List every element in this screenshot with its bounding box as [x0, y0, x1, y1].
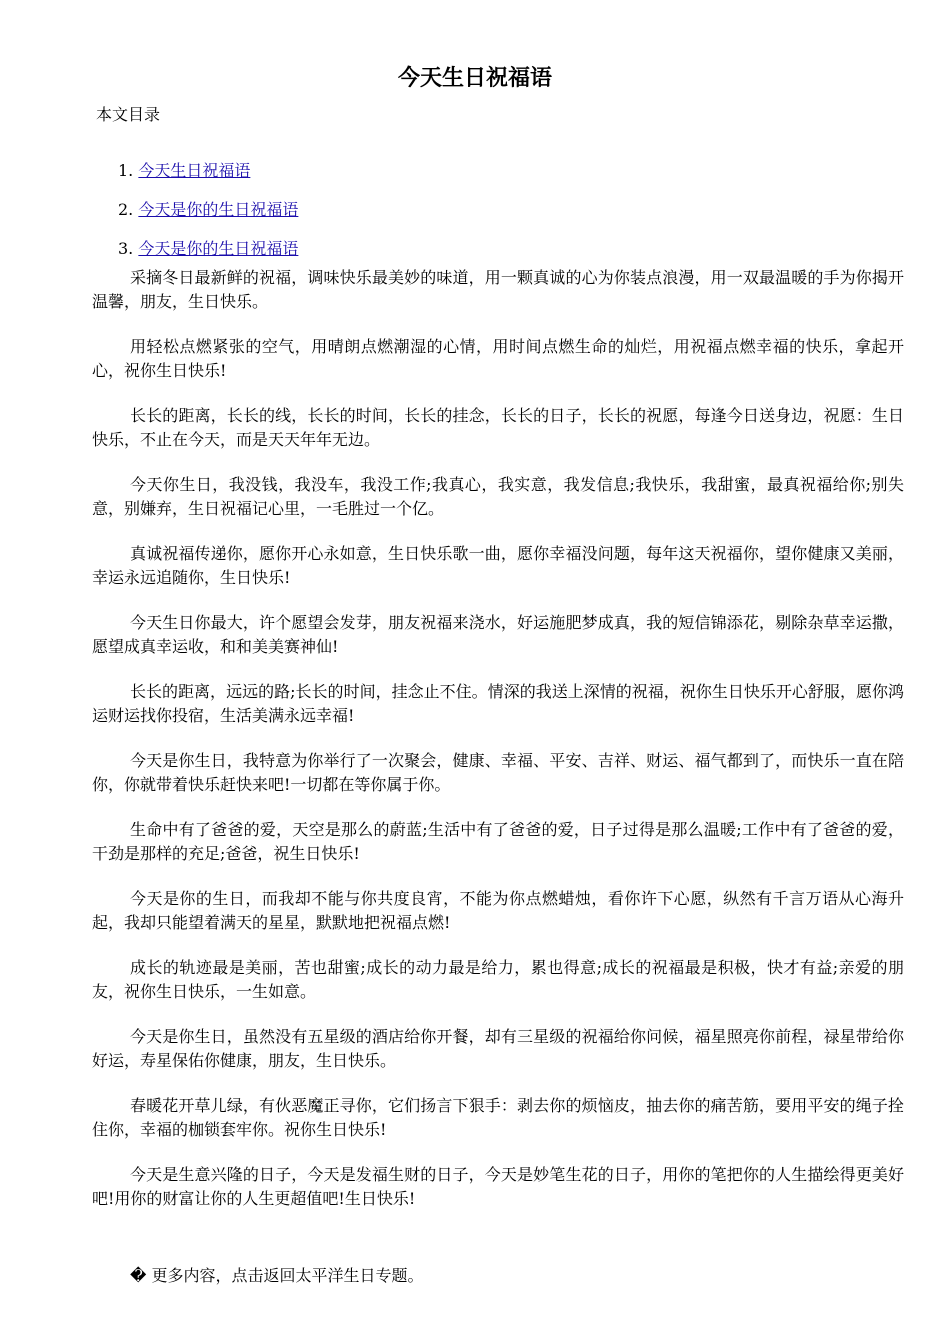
paragraph: 真诚祝福传递你，愿你开心永如意，生日快乐歌一曲，愿你幸福没问题，每年这天祝福你，望你健康又美丽，幸运永远追随你，生日快乐!	[92, 544, 904, 587]
toc-link-2[interactable]: 今天是你的生日祝福语	[138, 200, 299, 219]
paragraph: 成长的轨迹最是美丽，苦也甜蜜;成长的动力最是给力，累也得意;成长的祝福最是积极，快才有益;亲爱的朋友，祝你生日快乐，一生如意。	[92, 958, 904, 1001]
table-of-contents	[118, 160, 298, 277]
paragraph: 用轻松点燃紧张的空气，用晴朗点燃潮湿的心情，用时间点燃生命的灿烂，用祝福点燃幸福的快乐，拿起开心，祝你生日快乐!	[92, 337, 904, 380]
paragraph: 采摘冬日最新鲜的祝福，调味快乐最美妙的味道，用一颗真诚的心为你装点浪漫，用一双最温暖的手为你揭开温馨，朋友，生日快乐。	[92, 268, 904, 311]
toc-number: 2.	[118, 200, 134, 219]
article-body	[92, 266, 904, 1232]
toc-number: 1.	[118, 161, 134, 180]
paragraph: 今天是你生日，我特意为你举行了一次聚会，健康、幸福、平安、吉祥、财运、福气都到了，而快乐一直在陪你，你就带着快乐赶快来吧!一切都在等你属于你。	[92, 751, 904, 794]
paragraph: 长长的距离，长长的线，长长的时间，长长的挂念，长长的日子，长长的祝愿，每逢今日送身边，祝愿：生日快乐，不止在今天，而是天天年年无边。	[92, 406, 904, 449]
paragraph: 今天是你生日，虽然没有五星级的酒店给你开餐，却有三星级的祝福给你问候，福星照亮你前程，禄星带给你好运，寿星保佑你健康，朋友，生日快乐。	[92, 1027, 904, 1070]
paragraph: 今天生日你最大，许个愿望会发芽，朋友祝福来浇水，好运施肥梦成真，我的短信锦添花，剔除杂草幸运撒，愿望成真幸运收，和和美美赛神仙!	[92, 613, 904, 656]
toc-label: 本文目录	[96, 105, 161, 124]
toc-item	[118, 160, 298, 199]
toc-link-3[interactable]: 今天是你的生日祝福语	[138, 239, 299, 258]
toc-number: 3.	[118, 239, 134, 258]
paragraph: 今天是生意兴隆的日子，今天是发福生财的日子，今天是妙笔生花的日子，用你的笔把你的人生描绘得更美好吧!用你的财富让你的人生更超值吧!生日快乐!	[92, 1165, 904, 1208]
toc-link-1[interactable]: 今天生日祝福语	[138, 161, 251, 180]
page-title: 今天生日祝福语	[397, 66, 552, 91]
toc-item	[118, 199, 298, 238]
paragraph: 长长的距离，远远的路;长长的时间，挂念止不住。情深的我送上深情的祝福，祝你生日快乐开心舒服，愿你鸿运财运找你投宿，生活美满永远幸福!	[92, 682, 904, 725]
more-content-link[interactable]: � 更多内容，点击返回太平洋生日专题。	[130, 1266, 424, 1285]
paragraph: 生命中有了爸爸的爱，天空是那么的蔚蓝;生活中有了爸爸的爱，日子过得是那么温暖;工作中有了爸爸的爱，干劲是那样的充足;爸爸，祝生日快乐!	[92, 820, 904, 863]
paragraph: 今天是你的生日，而我却不能与你共度良宵，不能为你点燃蜡烛，看你许下心愿，纵然有千言万语从心海升起，我却只能望着满天的星星，默默地把祝福点燃!	[92, 889, 904, 932]
paragraph: 今天你生日，我没钱，我没车，我没工作;我真心，我实意，我发信息;我快乐，我甜蜜，最真祝福给你;别失意，别嫌弃，生日祝福记心里，一毛胜过一个亿。	[92, 475, 904, 518]
paragraph: 春暖花开草儿绿，有伙恶魔正寻你，它们扬言下狠手：剥去你的烦恼皮，抽去你的痛苦筋，要用平安的绳子拴住你，幸福的枷锁套牢你。祝你生日快乐!	[92, 1096, 904, 1139]
